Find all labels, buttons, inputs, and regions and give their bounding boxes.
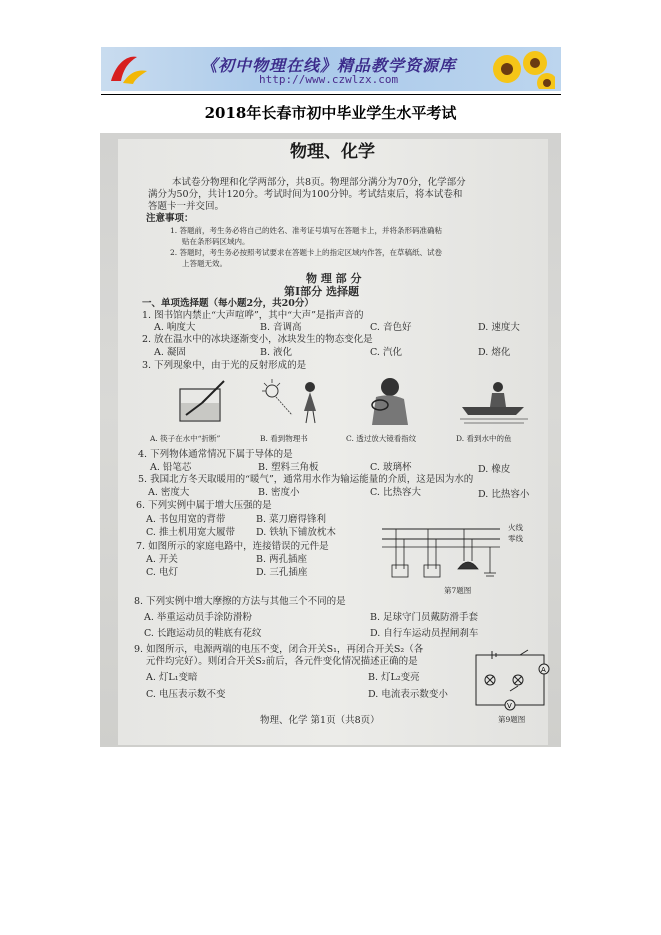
question-9-line-1: 9. 如图所示，电源两端的电压不变，闭合开关S₁，再闭合开关S₂（各 [134, 644, 424, 655]
document-title: 2018年长春市初中毕业学生水平考试 [204, 104, 457, 122]
q3-option-d: D. 看到水中的鱼 [456, 434, 512, 443]
zero-line-label: 零线 [508, 534, 523, 543]
sunflower-icon [485, 49, 555, 89]
section-title: 第Ⅰ部分 选择题 [284, 285, 359, 298]
series-circuit-figure [470, 645, 552, 717]
q5-option-c: C. 比热容大 [370, 487, 421, 498]
fire-line-label: 火线 [508, 523, 523, 532]
q7-option-d: D. 三孔插座 [256, 567, 308, 578]
voltmeter-icon: V [507, 702, 512, 710]
banner-url[interactable]: http://www.czwlzx.com [259, 73, 399, 86]
intro-line-3: 答题卡一并交回。 [148, 201, 225, 212]
logo-icon [107, 51, 151, 87]
fig9-caption: 第9题图 [498, 715, 526, 724]
intro-line-2: 满分为50分，共计120分。考试时间为100分钟。考试结束后，将本试卷和 [148, 189, 463, 200]
note-2b: 上答题无效。 [182, 259, 227, 268]
question-9-line-2: 元件均完好）。则闭合开关S₂前后，各元件变化情况描述正确的是 [146, 656, 418, 667]
note-2a: 2. 答题时，考生务必按照考试要求在答题卡上的指定区域内作答，在草稿纸、试卷 [170, 248, 443, 257]
question-2: 2. 放在温水中的冰块逐渐变小，冰块发生的物态变化是 [142, 334, 373, 345]
q9-option-a: A. 灯L₁变暗 [146, 672, 198, 683]
q1-option-c: C. 音色好 [370, 322, 412, 333]
question-6: 6. 下列实例中属于增大压强的是 [136, 500, 272, 511]
part-title: 物 理 部 分 [306, 272, 362, 285]
q5-option-d: D. 比热容小 [478, 489, 530, 500]
q6-option-d: D. 铁轨下铺放枕木 [256, 527, 336, 538]
q9-option-b: B. 灯L₂变亮 [368, 672, 420, 683]
note-1b: 贴在条形码区域内。 [182, 237, 250, 246]
question-5: 5. 我国北方冬天取暖用的“暖气”，通常用水作为输运能量的介质，这是因为水的 [138, 474, 474, 485]
q5-option-b: B. 密度小 [258, 487, 300, 498]
q9-option-d: D. 电流表示数变小 [368, 689, 448, 700]
q3-option-c: C. 透过放大镜看指纹 [346, 434, 417, 443]
q1-option-a: A. 响度大 [154, 322, 196, 333]
site-banner [101, 47, 561, 91]
question-7: 7. 如图所示的家庭电路中，连接错误的元件是 [136, 541, 329, 552]
q7-option-a: A. 开关 [146, 554, 178, 565]
q6-option-c: C. 推土机用宽大履带 [146, 527, 235, 538]
note-1a: 1. 答题前，考生务必将自己的姓名、准考证号填写在答题卡上，并将条形码准确粘 [170, 226, 443, 235]
q3-option-b: B. 看到物理书 [260, 434, 308, 443]
q9-option-c: C. 电压表示数不变 [146, 689, 226, 700]
chopsticks-in-water-figure [172, 377, 232, 427]
fisherman-boat-figure [458, 379, 530, 427]
q6-option-b: B. 菜刀磨得锋利 [256, 514, 327, 525]
fig7-caption: 第7题图 [444, 586, 472, 595]
question-8: 8. 下列实例中增大摩擦的方法与其他三个不同的是 [134, 596, 346, 607]
intro-line-1: 本试卷分物理和化学两部分，共8页。物理部分满分为70分，化学部分 [172, 177, 466, 188]
q7-option-c: C. 电灯 [146, 567, 178, 578]
banner-title: 《初中物理在线》精品教学资源库 [201, 56, 457, 75]
q8-option-d: D. 自行车运动员捏闸刹车 [370, 628, 479, 639]
magnifier-figure [358, 375, 418, 429]
ammeter-icon: A [541, 666, 546, 674]
question-4: 4. 下列物体通常情况下属于导体的是 [138, 449, 293, 460]
reading-book-figure [258, 375, 328, 427]
q4-option-c: C. 玻璃杯 [370, 462, 412, 473]
q8-option-a: A. 举重运动员手涂防滑粉 [144, 612, 252, 623]
q7-option-b: B. 两孔插座 [256, 554, 308, 565]
q6-option-a: A. 书包用宽的背带 [146, 514, 226, 525]
q2-option-a: A. 凝固 [154, 347, 186, 358]
q4-option-b: B. 塑料三角板 [258, 462, 319, 473]
question-3: 3. 下列现象中，由于光的反射形成的是 [142, 360, 307, 371]
q8-option-b: B. 足球守门员戴防滑手套 [370, 612, 479, 623]
header-rule [101, 94, 561, 95]
exam-title: 物理、化学 [290, 142, 375, 162]
q8-option-c: C. 长跑运动员的鞋底有花纹 [144, 628, 262, 639]
page-footer: 物理、化学 第1页（共8页） [260, 715, 380, 726]
q1-option-b: B. 音调高 [260, 322, 302, 333]
q4-option-a: A. 铅笔芯 [150, 462, 192, 473]
q2-option-c: C. 汽化 [370, 347, 402, 358]
q2-option-b: B. 液化 [260, 347, 293, 358]
q5-option-a: A. 密度大 [148, 487, 190, 498]
q3-option-a: A. 筷子在水中“折断” [150, 434, 221, 443]
notes-title: 注意事项： [146, 213, 194, 224]
q2-option-d: D. 熔化 [478, 347, 511, 358]
q4-option-d: D. 橡皮 [478, 464, 511, 475]
q1-option-d: D. 速度大 [478, 322, 520, 333]
exam-photo [100, 133, 561, 747]
single-choice-heading: 一、单项选择题（每小题2分，共20分） [142, 298, 314, 309]
question-1: 1. 图书馆内禁止“大声喧哗”，其中“大声”是指声音的 [142, 310, 364, 321]
